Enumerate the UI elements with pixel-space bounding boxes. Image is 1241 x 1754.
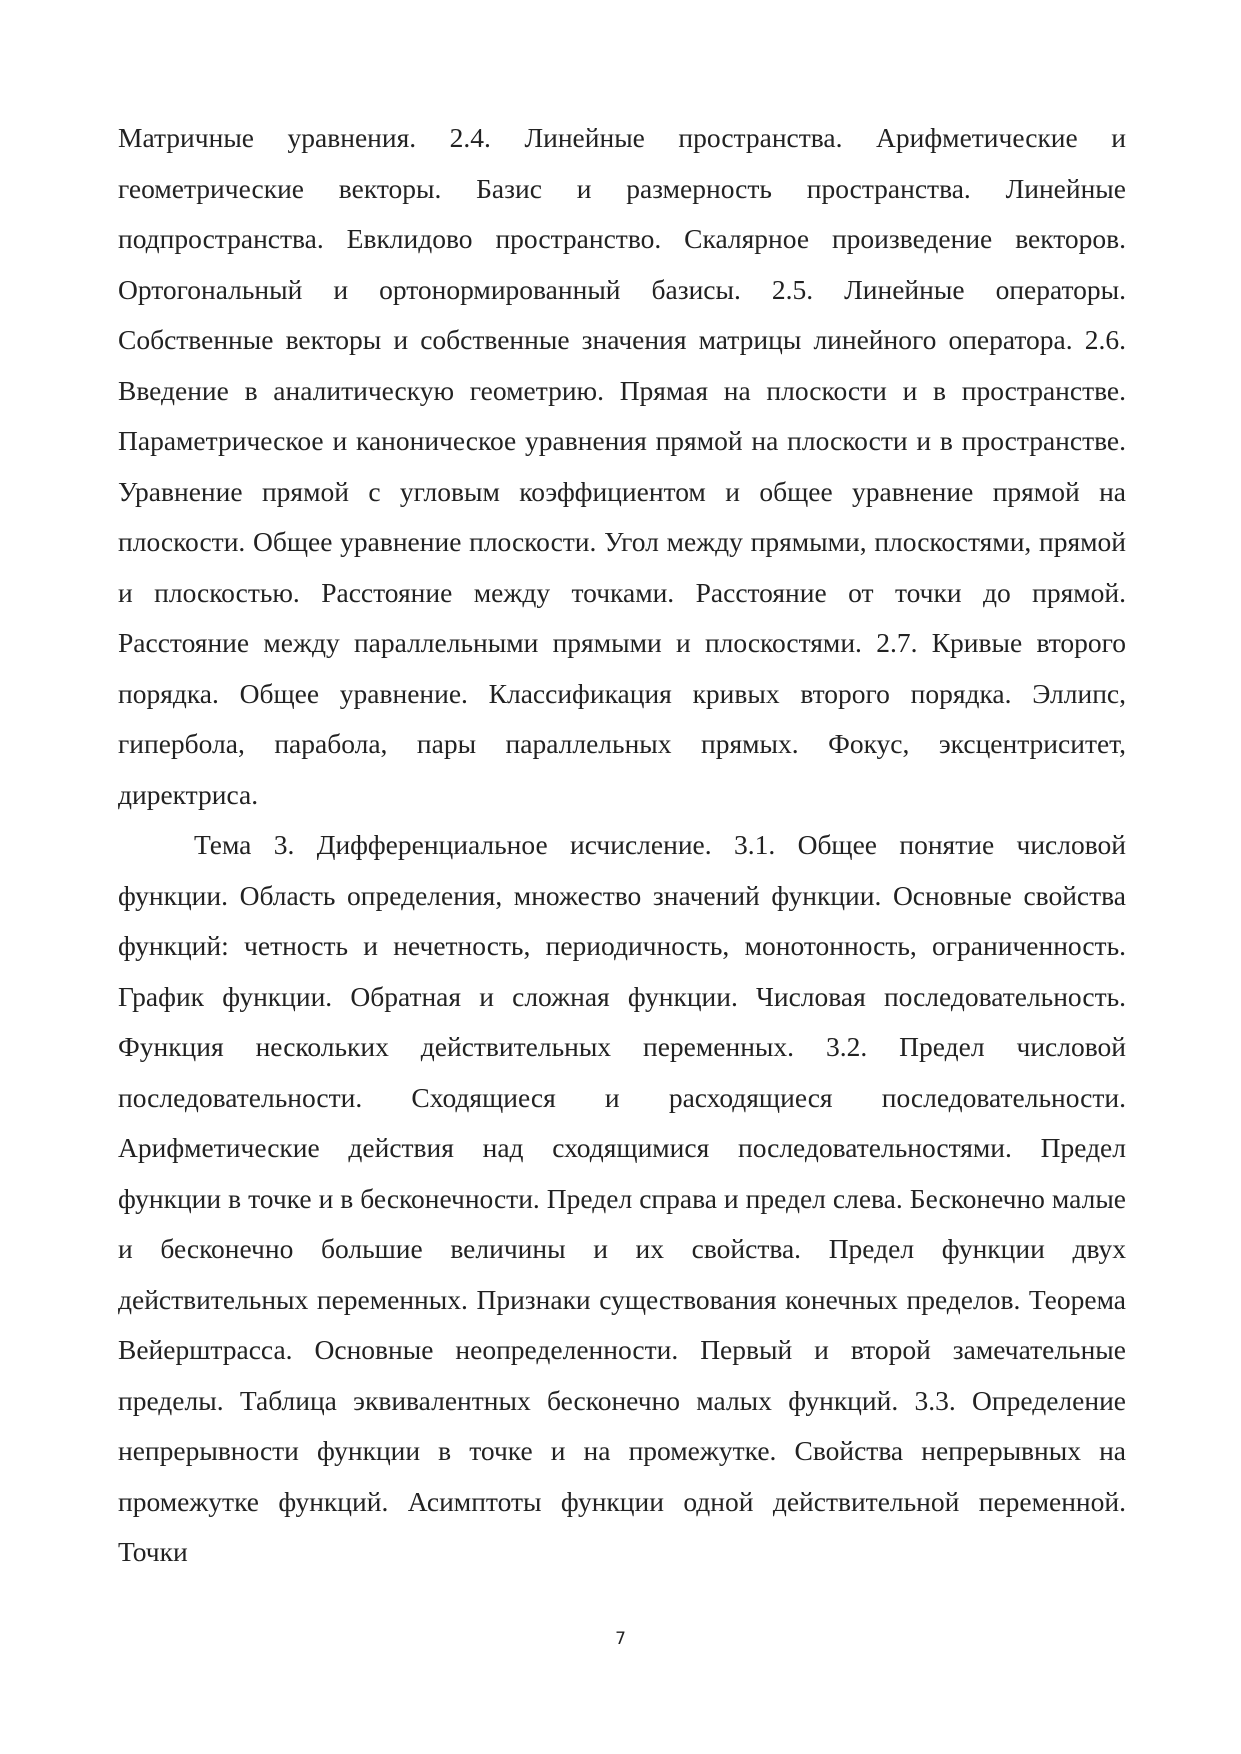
paragraph-linear-algebra: Матричные уравнения. 2.4. Линейные пространства. Арифметические и геометрические векторы. Базис и размерность пространства. Линейные подпространства. Евклидово пространство. Скалярное произведение векторов. Ортогональный и ортонормированный базисы. 2.5. Линейные операторы. Собственные векторы и собственные значения матрицы линейного оператора. 2.6. Введение в аналитическую геометрию. Прямая на плоскости и в пространстве. Параметрическое и каноническое уравнения прямой на плоскости и в пространстве. Уравнение прямой с угловым коэффициентом и общее уравнение прямой на плоскости. Общее уравнение плоскости. Угол между прямыми, плоскостями, прямой и плоскостью. Расстояние между точками. Расстояние от точки до прямой. Расстояние между параллельными прямыми и плоскостями. 2.7. Кривые второго порядка. Общее уравнение. Классификация кривых второго порядка. Эллипс, гипербола, парабола, пары параллельных прямых. Фокус, эксцентриситет, директриса. [118, 122, 1126, 810]
paragraph-topic-3: Тема 3. Дифференциальное исчисление. 3.1. Общее понятие числовой функции. Область определения, множество значений функции. Основные свойства функций: четность и нечетность, периодичность, монотонность, ограниченность. График функции. Обратная и сложная функции. Числовая последовательность. Функция нескольких действительных переменных. 3.2. Предел числовой последовательности. Сходящиеся и расходящиеся последовательности. Арифметические действия над сходящимися последовательностями. Предел функции в точке и в бесконечности. Предел справа и предел слева. Бесконечно малые и бесконечно большие величины и их свойства. Предел функции двух действительных переменных. Признаки существования конечных пределов. Теорема Вейерштрасса. Основные неопределенности. Первый и второй замечательные пределы. Таблица эквивалентных бесконечно малых функций. 3.3. Определение непрерывности функции в точке и на промежутке. Свойства непрерывных на промежутке функций. Асимптоты функции одной действительной переменной. Точки [118, 829, 1126, 1567]
page-number: 7 [615, 1629, 626, 1649]
body-text [118, 113, 1126, 1578]
